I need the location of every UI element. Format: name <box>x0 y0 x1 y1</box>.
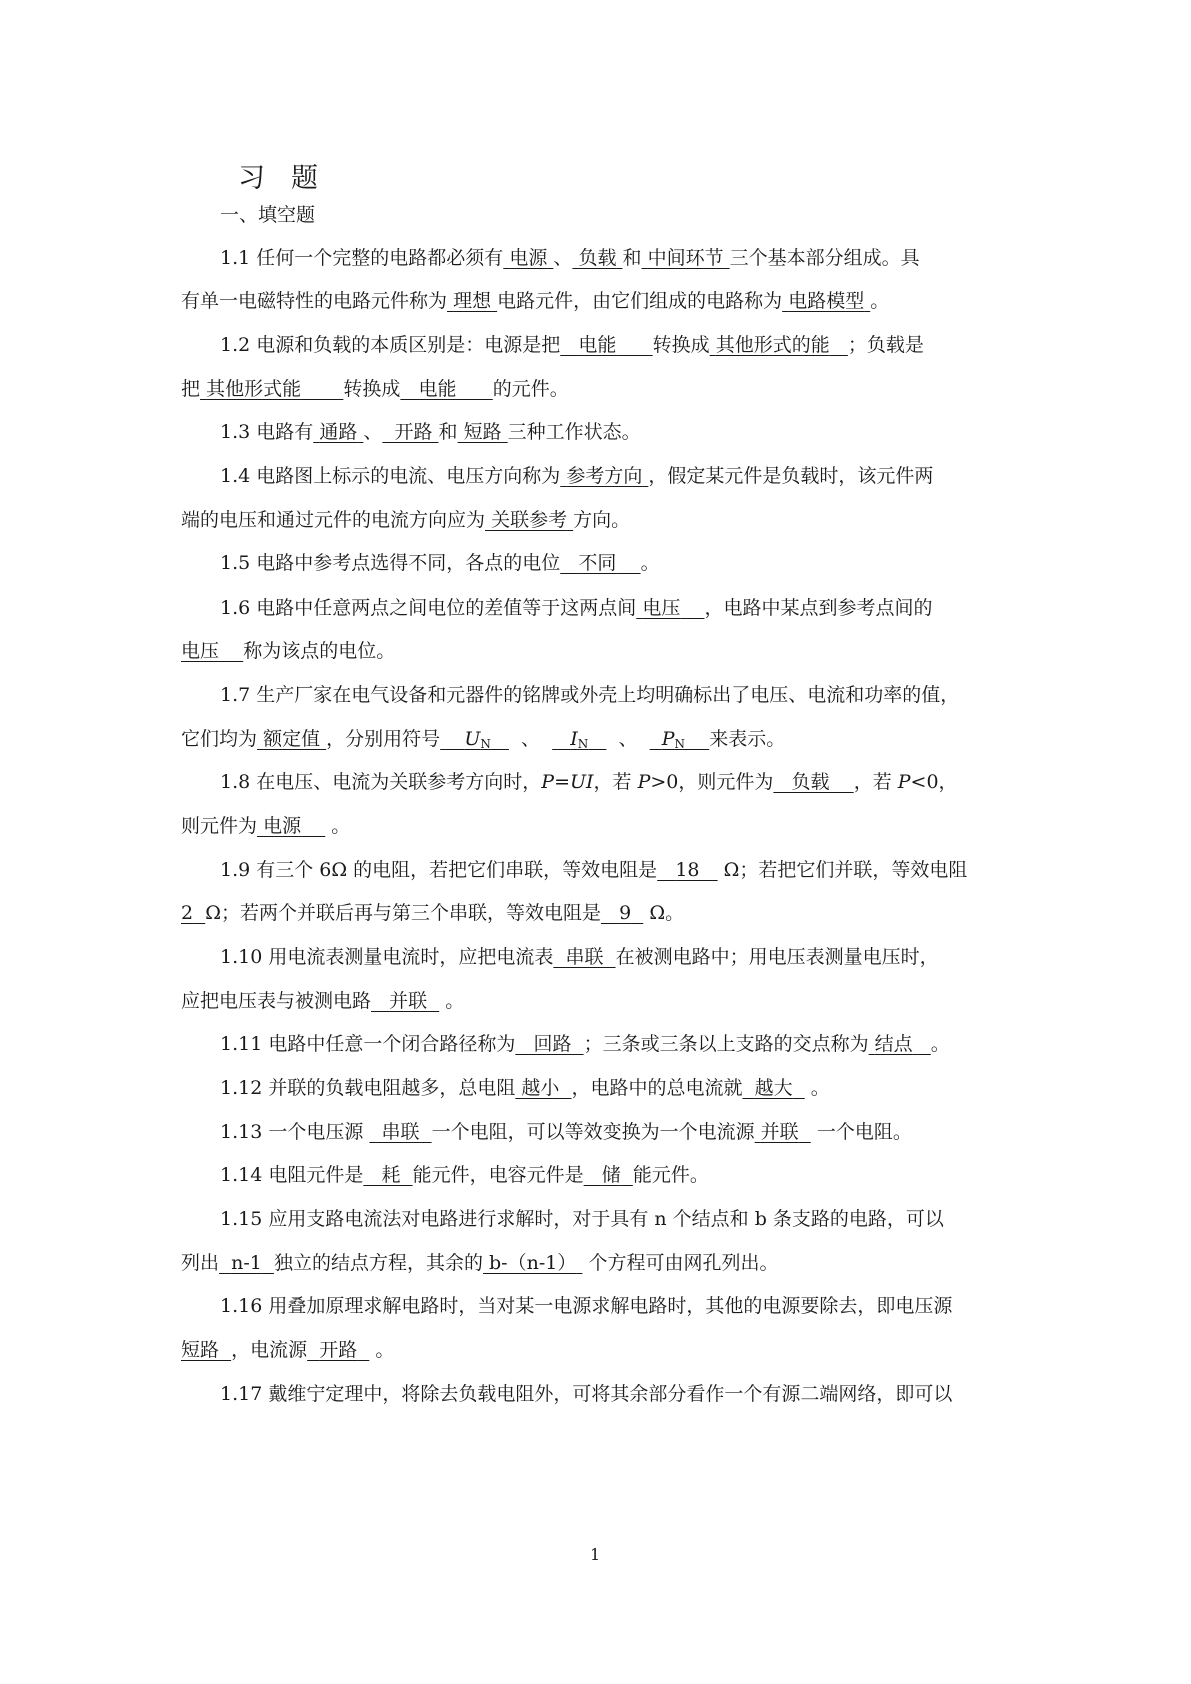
blank-answer: 电能 <box>418 378 457 400</box>
section-heading: 一、填空题 <box>220 204 316 226</box>
blank-answer: 关联参考 <box>491 509 568 531</box>
blank-answer: 越小 <box>521 1077 560 1099</box>
question-1-10-line-1: 1.10 用电流表测量电流时，应把电流表 串联 在被测电路中；用电压表测量电压时， <box>220 946 939 968</box>
blank-answer: 并联 <box>389 990 428 1012</box>
blank-answer: 额定值 <box>263 728 321 750</box>
blank-answer: 2 <box>181 902 194 924</box>
question-1-7-line-1: 1.7 生产厂家在电气设备和元器件的铭牌或外壳上均明确标出了电压、电流和功率的值， <box>220 684 960 706</box>
blank-answer: b-（n-1） <box>489 1252 577 1274</box>
question-1-6-line-1: 1.6 电路中任意两点之间电位的差值等于这两点间 电压 ，电路中某点到参考点间的 <box>220 597 933 619</box>
blank-answer: 回路 <box>533 1033 572 1055</box>
blank-answer: $P_N$ <box>661 728 686 751</box>
question-1-2-line-1: 1.2 电源和负载的本质区别是：电源是把 电能 转换成 其他形式的能 ；负载是 <box>220 334 924 356</box>
question-1-9-line-2: 2 Ω；若两个并联后再与第三个串联，等效电阻是 9 Ω。 <box>181 902 685 924</box>
blank-answer: 负载 <box>791 771 830 793</box>
blank-answer: 理想 <box>453 290 492 312</box>
question-1-1-line-1: 1.1 任何一个完整的电路都必须有 电源 、 负载 和 中间环节 三个基本部分组成。具 <box>220 247 920 269</box>
blank-answer: 开路 <box>319 1339 358 1361</box>
blank-answer: 电源 <box>509 247 548 269</box>
blank-answer: $U_N$ <box>464 728 491 751</box>
question-1-4-line-2: 端的电压和通过元件的电流方向应为 关联参考 方向。 <box>181 509 631 531</box>
blank-answer: 电压 <box>642 597 681 619</box>
question-1-5: 1.5 电路中参考点选得不同，各点的电位 不同 。 <box>220 552 660 574</box>
question-1-10-line-2: 应把电压表与被测电路 并联 。 <box>181 990 465 1012</box>
question-1-9-line-1: 1.9 有三个 6Ω 的电阻，若把它们串联，等效电阻是 18 Ω；若把它们并联，等效电阻 <box>220 859 968 881</box>
blank-answer: 并联 <box>760 1121 799 1143</box>
blank-answer: 其他形式的能 <box>715 334 830 356</box>
question-1-7-line-2: 它们均为 额定值 ，分别用符号 $U_N$ 、 $I_N$ 、 $P_N$ 来表示。 <box>181 728 786 751</box>
blank-answer: $I_N$ <box>570 728 589 751</box>
blank-answer: 短路 <box>181 1339 220 1361</box>
title-char-1: 习 <box>238 163 265 194</box>
blank-answer: 参考方向 <box>566 465 643 487</box>
page-title <box>238 156 318 195</box>
blank-answer: 短路 <box>463 421 502 443</box>
question-1-16-line-2: 短路 ，电流源 开路 。 <box>181 1339 395 1361</box>
question-1-2-line-2: 把 其他形式能 转换成 电能 的元件。 <box>181 378 569 400</box>
question-1-16-line-1: 1.16 用叠加原理求解电路时，当对某一电源求解电路时，其他的电源要除去，即电压源 <box>220 1295 953 1317</box>
question-1-6-line-2: 电压 称为该点的电位。 <box>181 640 396 662</box>
blank-answer: 电源 <box>263 815 302 837</box>
question-1-8-line-2: 则元件为 电源 。 <box>181 815 351 837</box>
blank-answer: 串联 <box>565 946 604 968</box>
blank-answer: 开路 <box>394 421 433 443</box>
question-1-4-line-1: 1.4 电路图上标示的电流、电压方向称为 参考方向 ，假定某元件是负载时，该元件两 <box>220 465 934 487</box>
title-char-2: 题 <box>291 163 318 194</box>
blank-answer: n-1 <box>231 1252 262 1274</box>
blank-answer: 耗 <box>381 1164 401 1186</box>
blank-answer: 9 <box>619 902 632 924</box>
page-number: 1 <box>590 1545 601 1564</box>
blank-answer: 串联 <box>381 1121 420 1143</box>
question-1-8-line-1: 1.8 在电压、电流为关联参考方向时，P=UI，若 P>0，则元件为 负载 ，若 P<0， <box>220 771 958 793</box>
blank-answer: 18 <box>675 859 700 881</box>
blank-answer: 储 <box>601 1164 621 1186</box>
blank-answer: 不同 <box>578 552 617 574</box>
question-1-15-line-2: 列出 n-1 独立的结点方程，其余的 b-（n-1） 个方程可由网孔列出。 <box>181 1252 779 1274</box>
blank-answer: 电压 <box>181 640 220 662</box>
blank-answer: 越大 <box>754 1077 793 1099</box>
blank-answer: 中间环节 <box>647 247 724 269</box>
question-1-17-line-1: 1.17 戴维宁定理中，将除去负载电阻外，可将其余部分看作一个有源二端网络，即可以 <box>220 1383 953 1405</box>
question-1-11: 1.11 电路中任意一个闭合路径称为 回路 ；三条或三条以上支路的交点称为 结点 。 <box>220 1033 950 1055</box>
question-1-13: 1.13 一个电压源 串联 一个电阻，可以等效变换为一个电流源 并联 一个电阻。 <box>220 1121 912 1143</box>
blank-answer: 结点 <box>874 1033 913 1055</box>
question-1-1-line-2: 有单一电磁特性的电路元件称为 理想 电路元件，由它们组成的电路称为 电路模型 。 <box>181 290 890 312</box>
question-1-14: 1.14 电阻元件是 耗 能元件，电容元件是 储 能元件。 <box>220 1164 709 1186</box>
blank-answer: 电路模型 <box>788 290 865 312</box>
blank-answer: 通路 <box>319 421 358 443</box>
blank-answer: 电能 <box>578 334 617 356</box>
question-1-3: 1.3 电路有 通路 、 开路 和 短路 三种工作状态。 <box>220 421 641 443</box>
blank-answer: 负载 <box>578 247 617 269</box>
blank-answer: 其他形式能 <box>206 378 302 400</box>
question-1-12: 1.12 并联的负载电阻越多，总电阻 越小 ，电路中的总电流就 越大 。 <box>220 1077 830 1099</box>
question-1-15-line-1: 1.15 应用支路电流法对电路进行求解时，对于具有 n 个结点和 b 条支路的电路，可以 <box>220 1208 944 1230</box>
